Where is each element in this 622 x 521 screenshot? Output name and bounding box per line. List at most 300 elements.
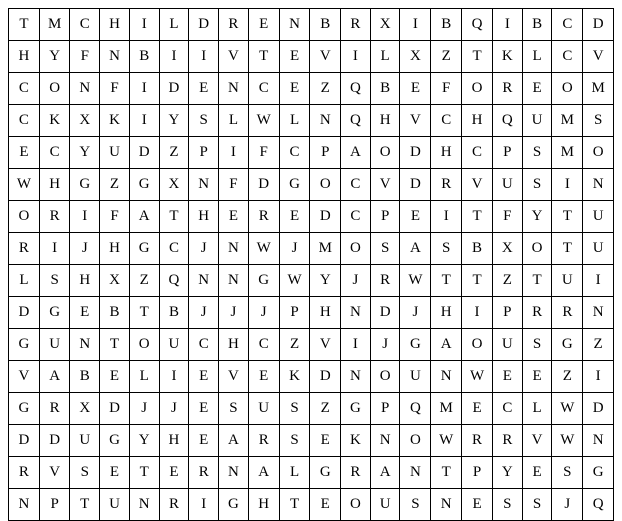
- grid-cell[interactable]: X: [159, 169, 189, 201]
- grid-cell[interactable]: B: [310, 9, 341, 41]
- grid-cell[interactable]: Z: [279, 329, 310, 361]
- grid-cell[interactable]: J: [552, 489, 583, 521]
- grid-cell[interactable]: R: [39, 201, 70, 233]
- grid-cell[interactable]: E: [248, 361, 279, 393]
- grid-cell[interactable]: E: [219, 201, 249, 233]
- grid-cell[interactable]: N: [129, 489, 159, 521]
- grid-cell[interactable]: X: [400, 41, 431, 73]
- grid-cell[interactable]: T: [522, 265, 552, 297]
- grid-cell[interactable]: G: [9, 329, 40, 361]
- grid-cell[interactable]: W: [552, 425, 583, 457]
- grid-cell[interactable]: R: [159, 489, 189, 521]
- grid-cell[interactable]: C: [462, 137, 493, 169]
- grid-cell[interactable]: L: [370, 41, 400, 73]
- grid-cell[interactable]: V: [310, 329, 341, 361]
- grid-cell[interactable]: S: [70, 457, 100, 489]
- grid-cell[interactable]: Y: [310, 265, 341, 297]
- grid-cell[interactable]: G: [341, 393, 371, 425]
- grid-cell[interactable]: H: [70, 265, 100, 297]
- grid-cell[interactable]: D: [583, 9, 614, 41]
- grid-cell[interactable]: U: [583, 233, 614, 265]
- grid-cell[interactable]: H: [370, 105, 400, 137]
- grid-cell[interactable]: U: [522, 105, 552, 137]
- grid-cell[interactable]: R: [248, 201, 279, 233]
- grid-cell[interactable]: R: [370, 265, 400, 297]
- grid-cell[interactable]: P: [370, 201, 400, 233]
- grid-cell[interactable]: R: [492, 73, 522, 105]
- grid-cell[interactable]: L: [159, 9, 189, 41]
- grid-cell[interactable]: W: [552, 393, 583, 425]
- grid-cell[interactable]: S: [370, 233, 400, 265]
- grid-cell[interactable]: J: [159, 393, 189, 425]
- grid-cell[interactable]: J: [189, 233, 219, 265]
- grid-cell[interactable]: C: [189, 329, 219, 361]
- grid-cell[interactable]: D: [248, 169, 279, 201]
- grid-cell[interactable]: R: [219, 9, 249, 41]
- grid-cell[interactable]: W: [431, 425, 462, 457]
- grid-cell[interactable]: T: [462, 201, 493, 233]
- grid-cell[interactable]: I: [341, 41, 371, 73]
- grid-cell[interactable]: H: [431, 297, 462, 329]
- grid-cell[interactable]: O: [522, 233, 552, 265]
- grid-cell[interactable]: E: [248, 9, 279, 41]
- grid-cell[interactable]: N: [219, 73, 249, 105]
- grid-cell[interactable]: O: [583, 137, 614, 169]
- grid-cell[interactable]: E: [522, 457, 552, 489]
- grid-cell[interactable]: E: [310, 489, 341, 521]
- grid-cell[interactable]: M: [310, 233, 341, 265]
- grid-cell[interactable]: R: [39, 393, 70, 425]
- grid-cell[interactable]: B: [100, 297, 130, 329]
- grid-cell[interactable]: N: [9, 489, 40, 521]
- grid-cell[interactable]: H: [431, 137, 462, 169]
- grid-cell[interactable]: D: [370, 297, 400, 329]
- grid-cell[interactable]: C: [492, 393, 522, 425]
- grid-cell[interactable]: E: [189, 361, 219, 393]
- grid-cell[interactable]: E: [400, 201, 431, 233]
- grid-cell[interactable]: R: [522, 297, 552, 329]
- grid-cell[interactable]: Z: [310, 73, 341, 105]
- grid-cell[interactable]: A: [370, 457, 400, 489]
- grid-cell[interactable]: O: [552, 73, 583, 105]
- grid-cell[interactable]: S: [583, 105, 614, 137]
- grid-cell[interactable]: J: [279, 233, 310, 265]
- grid-cell[interactable]: K: [492, 41, 522, 73]
- grid-cell[interactable]: W: [462, 361, 493, 393]
- grid-cell[interactable]: T: [9, 9, 40, 41]
- grid-cell[interactable]: F: [100, 73, 130, 105]
- grid-cell[interactable]: J: [341, 265, 371, 297]
- grid-cell[interactable]: O: [9, 201, 40, 233]
- grid-cell[interactable]: R: [341, 9, 371, 41]
- grid-cell[interactable]: N: [219, 233, 249, 265]
- grid-cell[interactable]: F: [70, 41, 100, 73]
- grid-cell[interactable]: L: [129, 361, 159, 393]
- grid-cell[interactable]: E: [189, 73, 219, 105]
- grid-cell[interactable]: H: [219, 329, 249, 361]
- grid-cell[interactable]: R: [492, 425, 522, 457]
- grid-cell[interactable]: C: [39, 137, 70, 169]
- grid-cell[interactable]: P: [462, 457, 493, 489]
- grid-cell[interactable]: G: [248, 265, 279, 297]
- grid-cell[interactable]: J: [248, 297, 279, 329]
- grid-cell[interactable]: Q: [462, 9, 493, 41]
- grid-cell[interactable]: Q: [492, 105, 522, 137]
- grid-cell[interactable]: A: [431, 329, 462, 361]
- grid-cell[interactable]: E: [189, 393, 219, 425]
- grid-cell[interactable]: G: [219, 489, 249, 521]
- grid-cell[interactable]: A: [400, 233, 431, 265]
- grid-cell[interactable]: R: [9, 457, 40, 489]
- grid-cell[interactable]: H: [9, 41, 40, 73]
- grid-cell[interactable]: E: [100, 361, 130, 393]
- grid-cell[interactable]: S: [492, 489, 522, 521]
- grid-cell[interactable]: J: [189, 297, 219, 329]
- grid-cell[interactable]: B: [462, 233, 493, 265]
- grid-cell[interactable]: O: [462, 329, 493, 361]
- grid-cell[interactable]: N: [583, 425, 614, 457]
- grid-cell[interactable]: H: [100, 9, 130, 41]
- grid-cell[interactable]: Y: [129, 425, 159, 457]
- grid-cell[interactable]: S: [400, 489, 431, 521]
- grid-cell[interactable]: I: [129, 73, 159, 105]
- grid-cell[interactable]: U: [492, 329, 522, 361]
- grid-cell[interactable]: O: [129, 329, 159, 361]
- grid-cell[interactable]: O: [39, 73, 70, 105]
- grid-cell[interactable]: F: [219, 169, 249, 201]
- grid-cell[interactable]: Y: [159, 105, 189, 137]
- grid-cell[interactable]: U: [400, 361, 431, 393]
- grid-cell[interactable]: B: [370, 73, 400, 105]
- grid-cell[interactable]: I: [129, 105, 159, 137]
- grid-cell[interactable]: S: [552, 457, 583, 489]
- grid-cell[interactable]: S: [522, 169, 552, 201]
- grid-cell[interactable]: N: [431, 361, 462, 393]
- grid-cell[interactable]: K: [279, 361, 310, 393]
- grid-cell[interactable]: H: [100, 233, 130, 265]
- grid-cell[interactable]: E: [189, 425, 219, 457]
- grid-cell[interactable]: E: [462, 393, 493, 425]
- grid-cell[interactable]: U: [492, 169, 522, 201]
- grid-cell[interactable]: T: [431, 265, 462, 297]
- grid-cell[interactable]: C: [248, 73, 279, 105]
- grid-cell[interactable]: G: [583, 457, 614, 489]
- grid-cell[interactable]: P: [39, 489, 70, 521]
- grid-cell[interactable]: T: [159, 201, 189, 233]
- grid-cell[interactable]: C: [9, 105, 40, 137]
- grid-cell[interactable]: Z: [159, 137, 189, 169]
- grid-cell[interactable]: I: [129, 9, 159, 41]
- grid-cell[interactable]: P: [310, 137, 341, 169]
- grid-cell[interactable]: E: [279, 201, 310, 233]
- grid-cell[interactable]: R: [189, 457, 219, 489]
- grid-cell[interactable]: E: [492, 361, 522, 393]
- grid-cell[interactable]: P: [189, 137, 219, 169]
- grid-cell[interactable]: Q: [159, 265, 189, 297]
- grid-cell[interactable]: U: [370, 489, 400, 521]
- grid-cell[interactable]: D: [129, 137, 159, 169]
- grid-cell[interactable]: T: [248, 41, 279, 73]
- grid-cell[interactable]: V: [583, 41, 614, 73]
- grid-cell[interactable]: C: [341, 201, 371, 233]
- grid-cell[interactable]: T: [462, 41, 493, 73]
- grid-cell[interactable]: U: [248, 393, 279, 425]
- grid-cell[interactable]: E: [310, 425, 341, 457]
- grid-cell[interactable]: E: [279, 41, 310, 73]
- grid-cell[interactable]: S: [219, 393, 249, 425]
- grid-cell[interactable]: C: [431, 105, 462, 137]
- grid-cell[interactable]: D: [39, 425, 70, 457]
- grid-cell[interactable]: L: [9, 265, 40, 297]
- grid-cell[interactable]: I: [492, 9, 522, 41]
- grid-cell[interactable]: P: [370, 393, 400, 425]
- grid-cell[interactable]: O: [462, 73, 493, 105]
- grid-cell[interactable]: Z: [431, 41, 462, 73]
- grid-cell[interactable]: D: [400, 169, 431, 201]
- grid-cell[interactable]: I: [159, 361, 189, 393]
- grid-cell[interactable]: O: [310, 169, 341, 201]
- grid-cell[interactable]: A: [248, 457, 279, 489]
- grid-cell[interactable]: L: [219, 105, 249, 137]
- grid-cell[interactable]: J: [370, 329, 400, 361]
- grid-cell[interactable]: T: [100, 329, 130, 361]
- grid-cell[interactable]: Q: [583, 489, 614, 521]
- grid-cell[interactable]: I: [219, 137, 249, 169]
- grid-cell[interactable]: C: [159, 233, 189, 265]
- grid-cell[interactable]: P: [492, 137, 522, 169]
- grid-cell[interactable]: B: [70, 361, 100, 393]
- grid-cell[interactable]: U: [39, 329, 70, 361]
- grid-cell[interactable]: Q: [341, 73, 371, 105]
- grid-cell[interactable]: N: [189, 169, 219, 201]
- grid-cell[interactable]: W: [248, 105, 279, 137]
- grid-cell[interactable]: U: [552, 265, 583, 297]
- grid-cell[interactable]: H: [189, 201, 219, 233]
- grid-cell[interactable]: Z: [492, 265, 522, 297]
- grid-cell[interactable]: F: [431, 73, 462, 105]
- grid-cell[interactable]: Y: [492, 457, 522, 489]
- grid-cell[interactable]: C: [552, 9, 583, 41]
- grid-cell[interactable]: N: [400, 457, 431, 489]
- grid-cell[interactable]: Q: [341, 105, 371, 137]
- grid-cell[interactable]: S: [279, 393, 310, 425]
- grid-cell[interactable]: L: [279, 457, 310, 489]
- grid-cell[interactable]: N: [341, 361, 371, 393]
- grid-cell[interactable]: D: [310, 201, 341, 233]
- grid-cell[interactable]: A: [39, 361, 70, 393]
- grid-cell[interactable]: J: [70, 233, 100, 265]
- grid-cell[interactable]: U: [100, 137, 130, 169]
- grid-cell[interactable]: B: [129, 41, 159, 73]
- grid-cell[interactable]: S: [522, 329, 552, 361]
- grid-cell[interactable]: A: [219, 425, 249, 457]
- grid-cell[interactable]: Z: [552, 361, 583, 393]
- grid-cell[interactable]: N: [189, 265, 219, 297]
- grid-cell[interactable]: V: [9, 361, 40, 393]
- grid-cell[interactable]: W: [279, 265, 310, 297]
- grid-cell[interactable]: O: [370, 361, 400, 393]
- grid-cell[interactable]: T: [431, 457, 462, 489]
- grid-cell[interactable]: D: [159, 73, 189, 105]
- grid-cell[interactable]: O: [341, 489, 371, 521]
- grid-cell[interactable]: R: [462, 425, 493, 457]
- grid-cell[interactable]: G: [129, 169, 159, 201]
- grid-cell[interactable]: T: [552, 201, 583, 233]
- grid-cell[interactable]: D: [189, 9, 219, 41]
- grid-cell[interactable]: N: [70, 73, 100, 105]
- grid-cell[interactable]: I: [189, 489, 219, 521]
- grid-cell[interactable]: G: [39, 297, 70, 329]
- grid-cell[interactable]: D: [100, 393, 130, 425]
- grid-cell[interactable]: X: [70, 105, 100, 137]
- grid-cell[interactable]: G: [9, 393, 40, 425]
- grid-cell[interactable]: C: [9, 73, 40, 105]
- grid-cell[interactable]: T: [129, 297, 159, 329]
- grid-cell[interactable]: D: [9, 425, 40, 457]
- grid-cell[interactable]: I: [552, 169, 583, 201]
- grid-cell[interactable]: N: [431, 489, 462, 521]
- grid-cell[interactable]: T: [279, 489, 310, 521]
- grid-cell[interactable]: O: [400, 425, 431, 457]
- grid-cell[interactable]: N: [370, 425, 400, 457]
- grid-cell[interactable]: N: [219, 457, 249, 489]
- grid-cell[interactable]: I: [189, 41, 219, 73]
- grid-cell[interactable]: H: [462, 105, 493, 137]
- grid-cell[interactable]: G: [129, 233, 159, 265]
- grid-cell[interactable]: R: [552, 297, 583, 329]
- grid-cell[interactable]: N: [583, 297, 614, 329]
- grid-cell[interactable]: L: [522, 41, 552, 73]
- grid-cell[interactable]: I: [462, 297, 493, 329]
- grid-cell[interactable]: E: [522, 361, 552, 393]
- grid-cell[interactable]: G: [279, 169, 310, 201]
- grid-cell[interactable]: Y: [70, 137, 100, 169]
- grid-cell[interactable]: E: [159, 457, 189, 489]
- grid-cell[interactable]: T: [70, 489, 100, 521]
- grid-cell[interactable]: M: [431, 393, 462, 425]
- grid-cell[interactable]: C: [70, 9, 100, 41]
- grid-cell[interactable]: V: [39, 457, 70, 489]
- grid-cell[interactable]: X: [492, 233, 522, 265]
- grid-cell[interactable]: D: [310, 361, 341, 393]
- grid-cell[interactable]: H: [310, 297, 341, 329]
- grid-cell[interactable]: S: [39, 265, 70, 297]
- grid-cell[interactable]: H: [248, 489, 279, 521]
- grid-cell[interactable]: Z: [129, 265, 159, 297]
- grid-cell[interactable]: W: [248, 233, 279, 265]
- grid-cell[interactable]: C: [552, 41, 583, 73]
- grid-cell[interactable]: J: [129, 393, 159, 425]
- grid-cell[interactable]: P: [492, 297, 522, 329]
- grid-cell[interactable]: U: [100, 489, 130, 521]
- grid-cell[interactable]: L: [279, 105, 310, 137]
- grid-cell[interactable]: N: [583, 169, 614, 201]
- grid-cell[interactable]: B: [431, 9, 462, 41]
- grid-cell[interactable]: Z: [100, 169, 130, 201]
- grid-cell[interactable]: W: [9, 169, 40, 201]
- grid-cell[interactable]: J: [400, 297, 431, 329]
- grid-cell[interactable]: T: [462, 265, 493, 297]
- grid-cell[interactable]: R: [248, 425, 279, 457]
- grid-cell[interactable]: E: [462, 489, 493, 521]
- grid-cell[interactable]: V: [400, 105, 431, 137]
- grid-cell[interactable]: M: [552, 137, 583, 169]
- grid-cell[interactable]: W: [400, 265, 431, 297]
- grid-cell[interactable]: R: [341, 457, 371, 489]
- grid-cell[interactable]: I: [583, 265, 614, 297]
- grid-cell[interactable]: F: [100, 201, 130, 233]
- grid-cell[interactable]: F: [492, 201, 522, 233]
- grid-cell[interactable]: X: [370, 9, 400, 41]
- grid-cell[interactable]: X: [100, 265, 130, 297]
- grid-cell[interactable]: S: [522, 489, 552, 521]
- grid-cell[interactable]: V: [462, 169, 493, 201]
- grid-cell[interactable]: M: [552, 105, 583, 137]
- grid-cell[interactable]: Q: [400, 393, 431, 425]
- grid-cell[interactable]: S: [279, 425, 310, 457]
- grid-cell[interactable]: Z: [583, 329, 614, 361]
- grid-cell[interactable]: K: [341, 425, 371, 457]
- grid-cell[interactable]: O: [370, 137, 400, 169]
- grid-cell[interactable]: Z: [310, 393, 341, 425]
- grid-cell[interactable]: A: [129, 201, 159, 233]
- grid-cell[interactable]: T: [552, 233, 583, 265]
- grid-cell[interactable]: N: [341, 297, 371, 329]
- grid-cell[interactable]: V: [219, 361, 249, 393]
- grid-cell[interactable]: E: [100, 457, 130, 489]
- grid-cell[interactable]: K: [39, 105, 70, 137]
- grid-cell[interactable]: I: [583, 361, 614, 393]
- grid-cell[interactable]: E: [70, 297, 100, 329]
- grid-cell[interactable]: K: [100, 105, 130, 137]
- grid-cell[interactable]: E: [9, 137, 40, 169]
- grid-cell[interactable]: E: [279, 73, 310, 105]
- grid-cell[interactable]: N: [219, 265, 249, 297]
- grid-cell[interactable]: G: [310, 457, 341, 489]
- grid-cell[interactable]: X: [70, 393, 100, 425]
- grid-cell[interactable]: U: [70, 425, 100, 457]
- grid-cell[interactable]: G: [400, 329, 431, 361]
- grid-cell[interactable]: S: [431, 233, 462, 265]
- grid-cell[interactable]: I: [431, 201, 462, 233]
- grid-cell[interactable]: D: [400, 137, 431, 169]
- grid-cell[interactable]: I: [39, 233, 70, 265]
- grid-cell[interactable]: H: [159, 425, 189, 457]
- grid-cell[interactable]: S: [189, 105, 219, 137]
- grid-cell[interactable]: T: [129, 457, 159, 489]
- grid-cell[interactable]: I: [70, 201, 100, 233]
- grid-cell[interactable]: N: [70, 329, 100, 361]
- grid-cell[interactable]: H: [39, 169, 70, 201]
- grid-cell[interactable]: R: [9, 233, 40, 265]
- grid-cell[interactable]: A: [341, 137, 371, 169]
- grid-cell[interactable]: R: [431, 169, 462, 201]
- grid-cell[interactable]: J: [219, 297, 249, 329]
- grid-cell[interactable]: V: [310, 41, 341, 73]
- grid-cell[interactable]: S: [522, 137, 552, 169]
- grid-cell[interactable]: V: [219, 41, 249, 73]
- grid-cell[interactable]: C: [341, 169, 371, 201]
- grid-cell[interactable]: I: [400, 9, 431, 41]
- grid-cell[interactable]: Y: [522, 201, 552, 233]
- grid-cell[interactable]: D: [583, 393, 614, 425]
- grid-cell[interactable]: M: [39, 9, 70, 41]
- grid-cell[interactable]: O: [341, 233, 371, 265]
- grid-cell[interactable]: I: [341, 329, 371, 361]
- grid-cell[interactable]: Y: [39, 41, 70, 73]
- grid-cell[interactable]: E: [400, 73, 431, 105]
- grid-cell[interactable]: G: [100, 425, 130, 457]
